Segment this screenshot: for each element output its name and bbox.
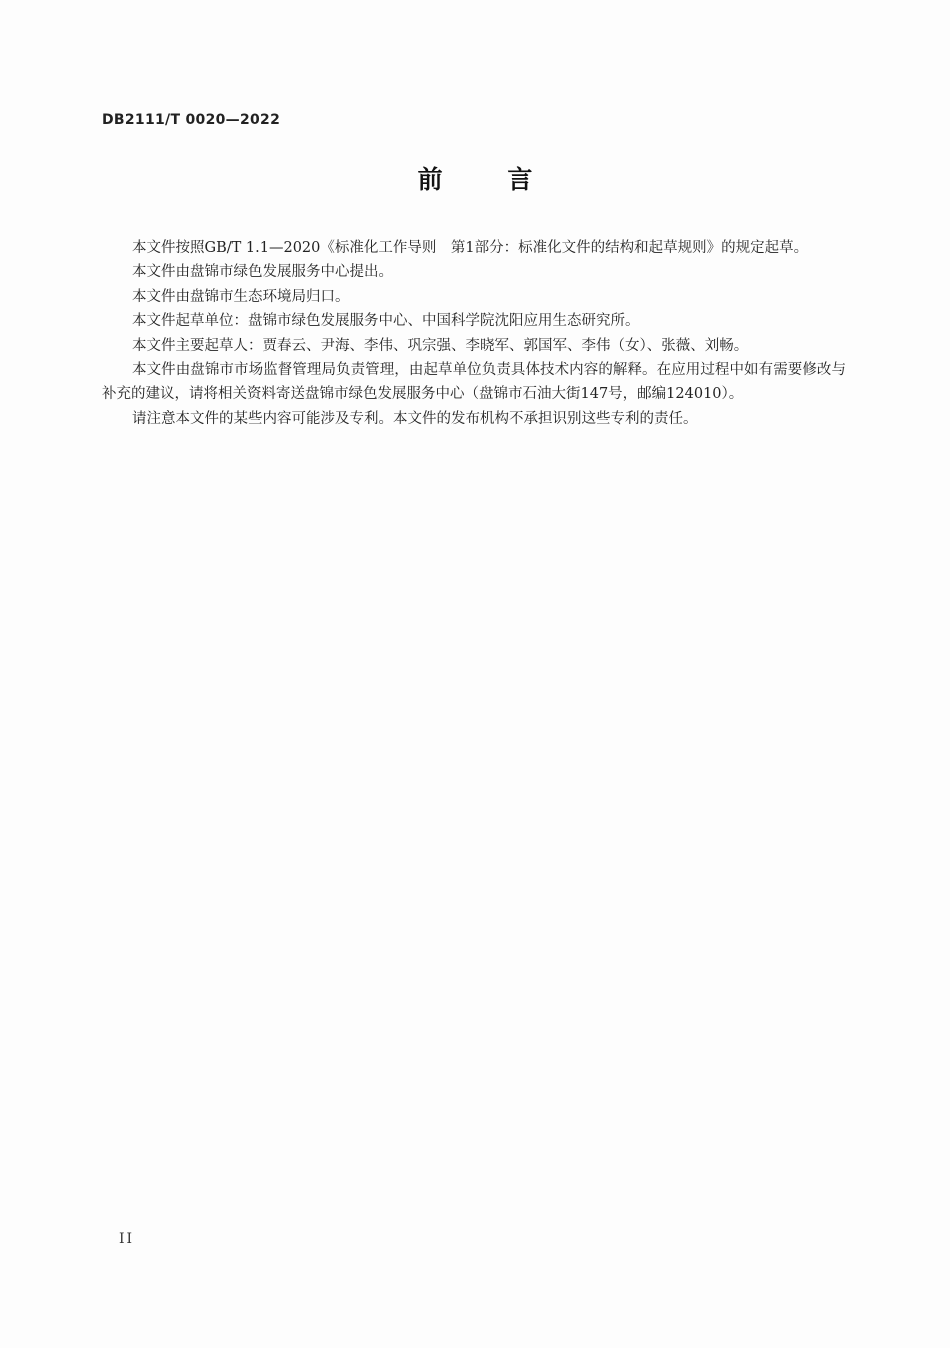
paragraph-drafting-units: 本文件起草单位：盘锦市绿色发展服务中心、中国科学院沈阳应用生态研究所。	[132, 313, 640, 330]
document-code: DB2111/T 0020—2022	[102, 112, 281, 128]
paragraph-patent-notice: 请注意本文件的某些内容可能涉及专利。本文件的发布机构不承担识别这些专利的责任。	[132, 410, 698, 427]
paragraph-drafting-basis: 本文件按照GB/T 1.1—2020《标准化工作导则 第1部分：标准化文件的结构和起草规则》的规定起草。	[132, 240, 809, 256]
paragraph-management: 本文件由盘锦市市场监督管理局负责管理，由起草单位负责具体技术内容的解释。在应用过程中如有需要修改与补充的建议，请将相关资料寄送盘锦市绿色发展服务中心（盘锦市石油大街147号，邮编124010）。	[102, 362, 846, 403]
section-title: 前 言	[417, 165, 561, 194]
paragraph-centralized-unit: 本文件由盘锦市生态环境局归口。	[132, 288, 350, 305]
paragraph-drafters: 本文件主要起草人：贾春云、尹海、李伟、巩宗强、李晓军、郭国军、李伟（女）、张薇、刘畅。	[132, 337, 749, 354]
paragraph-proposer: 本文件由盘锦市绿色发展服务中心提出。	[132, 264, 393, 281]
foreword-body	[102, 236, 846, 431]
page-number: II	[119, 1231, 135, 1247]
